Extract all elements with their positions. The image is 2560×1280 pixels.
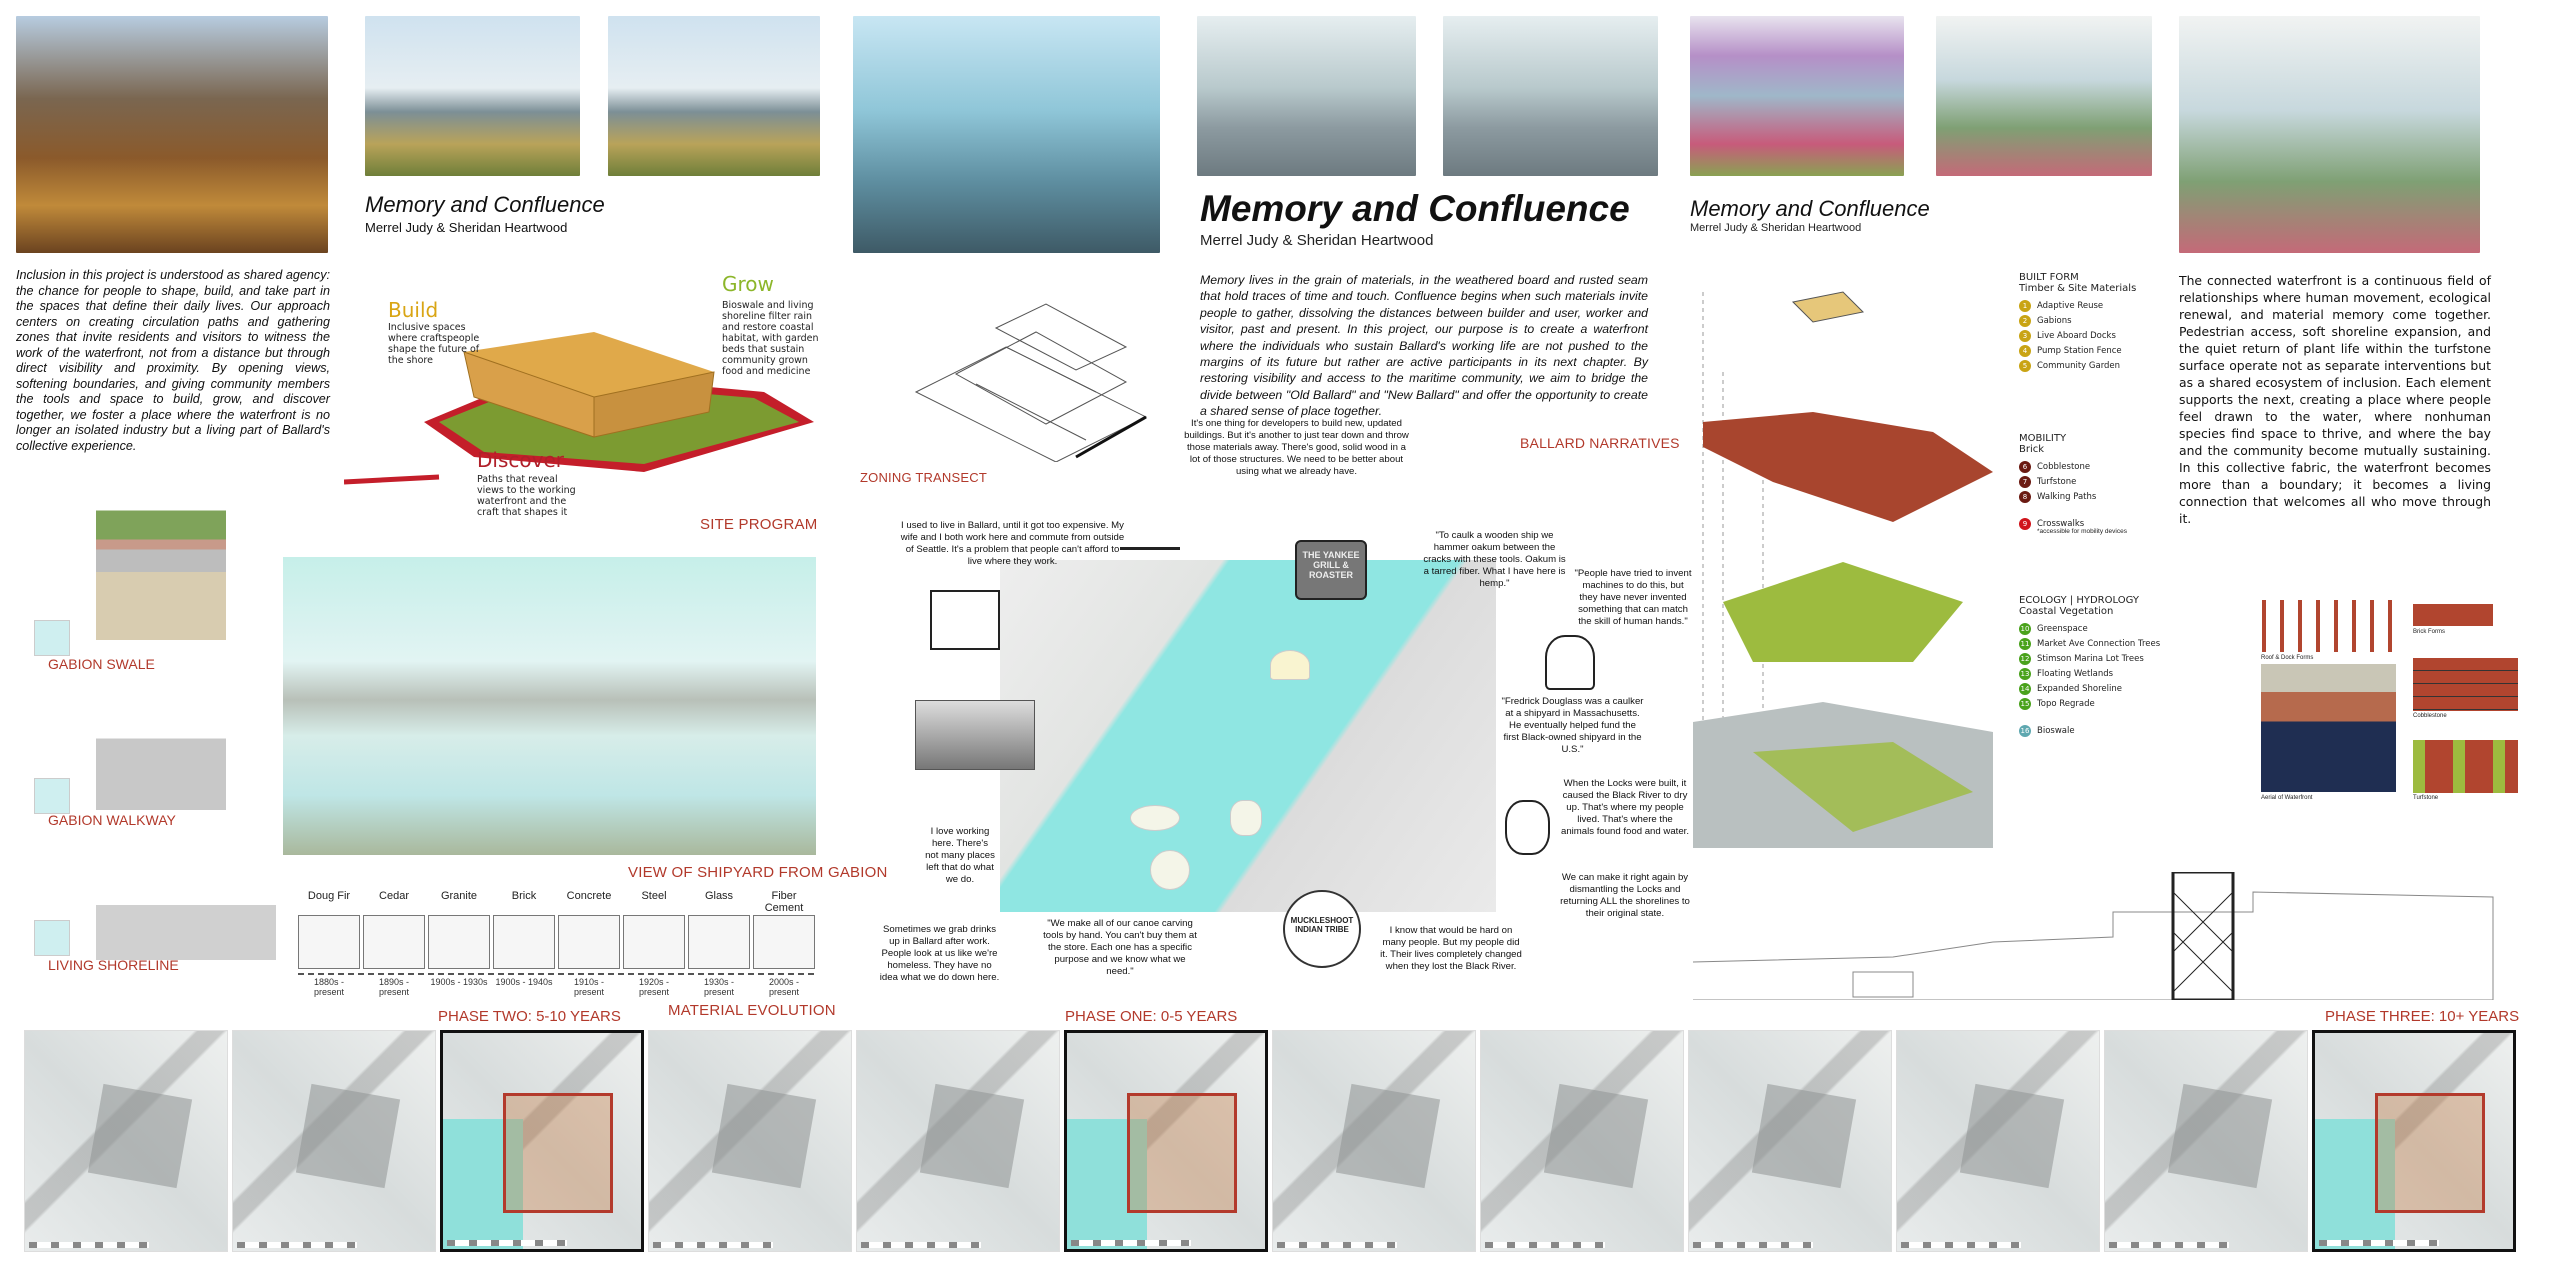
roof-dock-forms <box>2262 600 2392 652</box>
material-swatch <box>558 915 620 969</box>
legend-label: Bioswale <box>2037 725 2075 736</box>
phase-map <box>1272 1030 1476 1252</box>
material-name: Fiber Cement <box>764 890 804 914</box>
key-map-swale <box>34 620 70 656</box>
title-main: Memory and Confluence <box>1200 188 1630 229</box>
legend-subheading: Brick <box>2019 444 2045 455</box>
grow-text: Bioswale and living shoreline filter rain and restore coastal habitat, with garden beds that sustain community grown food and medicine <box>722 300 819 377</box>
legend-number-badge: 8 <box>2019 491 2031 503</box>
photo-couple-boardwalk <box>2179 16 2480 253</box>
legend-note: *accessible for mobility devices <box>2037 528 2127 535</box>
legend-item <box>2019 343 2179 358</box>
form-label: Turfstone <box>2413 795 2439 801</box>
quote-canoe-tools: "We make all of our canoe carving tools by hand. You can't buy them at the store. Each one has a specific purpose and we know what we need." <box>1043 918 1197 977</box>
worker-portrait-sketch-icon <box>930 590 1000 650</box>
legend-label: Gabions <box>2037 315 2072 326</box>
phase-map <box>24 1030 228 1252</box>
legend-item <box>2019 666 2179 681</box>
material-name: Glass <box>704 890 734 902</box>
section-label: GABION WALKWAY <box>48 812 176 828</box>
build-heading: Build <box>388 298 439 322</box>
material-dates: 2000s - present <box>768 977 800 997</box>
design-legend <box>2019 272 2179 738</box>
legend-item <box>2019 696 2179 711</box>
legend-subheading: Timber & Site Materials <box>2019 283 2137 294</box>
legend-label: Floating Wetlands <box>2037 668 2114 679</box>
photo-waterfront-2 <box>608 16 820 176</box>
quote-locks: We can make it right again by dismantling the Locks and returning ALL the shorelines to their original state. <box>1560 872 1690 919</box>
map-legend <box>237 1242 357 1248</box>
phase-map <box>856 1030 1060 1252</box>
legend-group <box>2019 595 2179 711</box>
material-evolution-label: MATERIAL EVOLUTION <box>668 1002 836 1019</box>
legend-subheading: Coastal Vegetation <box>2019 606 2114 617</box>
title-right: Memory and Confluence <box>1690 196 1930 221</box>
legend-item <box>2019 621 2179 636</box>
map-legend <box>1071 1240 1191 1246</box>
quote-caulk: "To caulk a wooden ship we hammer oakum between the cracks with these tools. Oakum is a tarred fiber. What I have here is hemp." <box>1423 530 1566 589</box>
legend-item <box>2019 651 2179 666</box>
quote-hard: I know that would be hard on many people. But my people did it. Their lives completely changed when they lost the Black River. <box>1380 925 1522 972</box>
material-swatch <box>493 915 555 969</box>
material-name: Doug Fir <box>307 890 351 902</box>
grow-heading: Grow <box>722 272 774 296</box>
photo-pink-plaza <box>1690 16 1904 176</box>
legend-number-badge: 9 <box>2019 518 2031 530</box>
material-swatch <box>688 915 750 969</box>
legend-label: Live Aboard Docks <box>2037 330 2116 341</box>
phase-map <box>648 1030 852 1252</box>
legend-label: Pump Station Fence <box>2037 345 2122 356</box>
legend-number-badge: 12 <box>2020 654 2030 663</box>
map-legend <box>1277 1242 1397 1248</box>
legend-item <box>2019 358 2179 373</box>
yankee-grill-logo: THE YANKEE GRILL & ROASTER <box>1295 540 1367 600</box>
legend-item <box>2019 681 2179 696</box>
legend-number-badge: 4 <box>2019 345 2031 357</box>
material-name: Concrete <box>566 890 612 902</box>
material-swatch <box>298 915 360 969</box>
material-dates: 1880s - present <box>313 977 345 997</box>
shipyard-view-image <box>283 557 816 855</box>
carpenter-sketch-icon <box>1120 490 1180 550</box>
legend-group <box>2019 723 2179 738</box>
canoe-sketch-icon <box>1130 805 1180 831</box>
legend-heading: ECOLOGY | HYDROLOGY <box>2019 595 2139 606</box>
material-dates: 1930s - present <box>703 977 735 997</box>
discover-heading: Discover <box>477 448 564 472</box>
zoning-axonometric <box>896 292 1152 462</box>
legend-label: Turfstone <box>2037 476 2077 487</box>
material-dates: 1900s - 1940s <box>495 977 553 987</box>
turfstone-pattern <box>2413 740 2518 793</box>
legend-item <box>2019 298 2179 313</box>
waterfront-elevation <box>1693 872 2496 1000</box>
narratives-map <box>1000 560 1496 912</box>
material-swatch <box>363 915 425 969</box>
legend-group <box>2019 272 2179 373</box>
map-legend <box>1901 1242 2021 1248</box>
form-label: Aerial of Waterfront <box>2261 795 2313 801</box>
shipyard-label: VIEW OF SHIPYARD FROM GABION <box>628 864 888 881</box>
legend-label: Topo Regrade <box>2037 698 2095 709</box>
legend-item <box>2019 474 2179 489</box>
legend-number-badge: 16 <box>2020 726 2030 735</box>
legend-label: Greenspace <box>2037 623 2088 634</box>
quote-human-hands: "People have tried to invent machines to do this, but they have never invented something that can match the skill of human hands." <box>1574 568 1692 627</box>
legend-number-badge: 2 <box>2019 315 2031 327</box>
form-label: Cobblestone <box>2413 713 2447 719</box>
photo-autumn-building <box>16 16 328 253</box>
legend-group <box>2019 516 2179 535</box>
photo-dock-2 <box>1443 16 1658 176</box>
douglass-portrait-sketch-icon <box>1545 635 1595 690</box>
memory-paragraph: Memory lives in the grain of materials, in the weathered board and rusted seam that hold traces of time and touch. Confluence begins when such materials invite people to gather, dissolving the distances between builder and user, worker and visitor, past and present. In this project, our purpose is to create a waterfront where the individuals who sustain Ballard's working life are not pushed to the margins of its future but rather are active participants in its next chapter. By restoring visibility and access to the maritime community, we aim to bridge the divide between "Old Ballard" and "New Ballard" and offer the opportunity to create a shared sense of place together. <box>1200 273 1648 419</box>
phase-map <box>1480 1030 1684 1252</box>
legend-item <box>2019 313 2179 328</box>
material-name: Steel <box>641 890 667 902</box>
map-legend <box>447 1240 567 1246</box>
material-swatch <box>623 915 685 969</box>
legend-number-badge: 15 <box>2020 699 2030 708</box>
legend-label: Walking Paths <box>2037 491 2097 502</box>
phase-map-highlighted <box>440 1030 644 1252</box>
legend-label: Adaptive Reuse <box>2037 300 2104 311</box>
brick-forms <box>2413 604 2493 626</box>
legend-number-badge: 13 <box>2020 669 2030 678</box>
connected-waterfront-paragraph: The connected waterfront is a continuous field of relationships where human movement, ecological renewal, and material memory come together. Pedestrian access, soft shoreline expansion, and the quiet return of plant life within the turfstone surface operate not as separate interventions but as a shared ecosystem of inclusion. Each element supports the next, creating a place where people feel drawn to the water, where nonhuman species find space to thrive, and where the bay and the community become mutually sustaining. In this collective fabric, the waterfront becomes more than a boundary; it becomes a living connection that welcomes all who move through it. <box>2179 273 2491 526</box>
legend-item <box>2019 328 2179 343</box>
build-text: Inclusive spaces where craftspeople shape the future of the shore <box>388 322 480 366</box>
phase-one-label: PHASE ONE: 0-5 YEARS <box>1065 1008 1238 1025</box>
gabion-swale-section <box>96 478 226 640</box>
shell-sketch-icon <box>1270 650 1310 680</box>
boat-sketch-icon <box>1230 800 1262 836</box>
gabion-walkway-section <box>96 700 226 810</box>
map-legend <box>1693 1242 1813 1248</box>
material-name: Cedar <box>379 890 409 902</box>
phase-map <box>232 1030 436 1252</box>
legend-group <box>2019 433 2179 504</box>
legend-number-badge: 1 <box>2019 300 2031 312</box>
quote-commute: I used to live in Ballard, until it got too expensive. My wife and I both work here and commute from outside of Seattle. It's a problem that people can't afford to live where they work. <box>900 520 1125 567</box>
legend-item <box>2019 723 2179 738</box>
fish-sketch-icon <box>1150 850 1190 890</box>
site-program-label: SITE PROGRAM <box>700 516 818 533</box>
muckleshoot-seal: MUCKLESHOOT INDIAN TRIBE <box>1283 890 1361 968</box>
discover-text: Paths that reveal views to the working waterfront and the craft that shapes it <box>477 474 576 518</box>
authors-left: Merrel Judy & Sheridan Heartwood <box>365 220 568 235</box>
zoning-transect-label: ZONING TRANSECT <box>860 470 987 485</box>
key-map-walkway <box>34 778 70 814</box>
legend-label: Expanded Shoreline <box>2037 683 2122 694</box>
aerial-waterfront-photo <box>2261 664 2396 792</box>
legend-number-badge: 6 <box>2019 461 2031 473</box>
material-swatch <box>753 915 815 969</box>
map-legend <box>653 1242 773 1248</box>
historic-building-photo <box>915 700 1035 770</box>
form-label: Brick Forms <box>2413 629 2445 635</box>
legend-number-badge: 10 <box>2020 624 2030 633</box>
legend-item <box>2019 459 2179 474</box>
legend-number-badge: 11 <box>2020 639 2030 648</box>
section-label: GABION SWALE <box>48 656 155 672</box>
material-dates: 1910s - present <box>573 977 605 997</box>
quote-love-working: I love working here. There's not many places left that do what we do. <box>925 826 995 885</box>
legend-heading: MOBILITY <box>2019 433 2067 444</box>
legend-label: Stimson Marina Lot Trees <box>2037 653 2144 664</box>
legend-number-badge: 14 <box>2020 684 2030 693</box>
woman-portrait-sketch-icon <box>1505 800 1550 855</box>
map-legend <box>861 1242 981 1248</box>
exploded-axonometric <box>1693 272 1993 848</box>
material-dates: 1890s - present <box>378 977 410 997</box>
legend-number-badge: 7 <box>2019 476 2031 488</box>
photo-dock-1 <box>1197 16 1416 176</box>
material-dates: 1900s - 1930s <box>430 977 488 987</box>
photo-waterfront-1 <box>365 16 580 176</box>
title-left: Memory and Confluence <box>365 192 605 217</box>
section-label: LIVING SHORELINE <box>48 957 179 973</box>
phase-map <box>2104 1030 2308 1252</box>
phase-three-label: PHASE THREE: 10+ YEARS <box>2325 1008 2520 1025</box>
legend-label: Cobblestone <box>2037 461 2091 472</box>
legend-label: Market Ave Connection Trees <box>2037 638 2161 649</box>
material-name: Brick <box>511 890 537 902</box>
legend-number-badge: 3 <box>2019 330 2031 342</box>
quote-drinks: Sometimes we grab drinks up in Ballard after work. People look at us like we're homeless. They have no idea what we do down here. <box>879 924 1000 983</box>
cobblestone-pattern <box>2413 658 2518 711</box>
map-legend <box>2319 1240 2439 1246</box>
authors-right: Merrel Judy & Sheridan Heartwood <box>1690 222 1862 234</box>
photo-shoreline-path <box>1936 16 2152 176</box>
material-swatch <box>428 915 490 969</box>
photo-mural-building <box>853 16 1160 253</box>
map-legend <box>2109 1242 2229 1248</box>
phase-map-highlighted <box>1064 1030 1268 1252</box>
legend-item <box>2019 636 2179 651</box>
phase-map-highlighted <box>2312 1030 2516 1252</box>
timeline-arrow <box>298 973 814 975</box>
inclusion-paragraph: Inclusion in this project is understood as shared agency: the chance for people to shape, build, and take part in the spaces that define their daily lives. Our approach centers on creating circulation paths and gathering zones that invite residents and visitors to witness the work of the waterfront, not from a distance but through direct visibility and proximity. By opening views, softening boundaries, and giving community members the tools and space to build, grow, and discover together, we foster a place where the waterfront is no longer an isolated industry but a living part of Ballard's collective experience. <box>16 268 330 453</box>
quote-black-river: When the Locks were built, it caused the Black River to dry up. That's where my people lived. That's where the animals found food and water. <box>1560 778 1689 837</box>
living-shoreline-section <box>96 860 276 960</box>
legend-label: Community Garden <box>2037 360 2121 371</box>
key-map-shoreline <box>34 920 70 956</box>
ballard-narratives-label: BALLARD NARRATIVES <box>1520 435 1680 451</box>
phase-map <box>1896 1030 2100 1252</box>
map-legend <box>29 1242 149 1248</box>
map-legend <box>1485 1242 1605 1248</box>
legend-number-badge: 5 <box>2019 360 2031 372</box>
legend-item <box>2019 489 2179 504</box>
material-dates: 1920s - present <box>638 977 670 997</box>
authors-main: Merrel Judy & Sheridan Heartwood <box>1200 232 1434 249</box>
quote-reuse-wood: It's one thing for developers to build new, updated buildings. But it's another to just tear down and throw those materials away. There's good, solid wood in a lot of those structures. We need to be better about using what we already have. <box>1184 418 1409 477</box>
legend-label: Crosswalks <box>2037 518 2085 529</box>
phase-two-label: PHASE TWO: 5-10 YEARS <box>438 1008 621 1025</box>
legend-heading: BUILT FORM <box>2019 272 2079 283</box>
quote-douglass: "Fredrick Douglass was a caulker at a shipyard in Massachusetts. He eventually helped fund the first Black-owned shipyard in the U.S." <box>1501 696 1644 755</box>
form-label: Roof & Dock Forms <box>2261 655 2314 661</box>
phase-map <box>1688 1030 1892 1252</box>
material-name: Granite <box>440 890 478 902</box>
